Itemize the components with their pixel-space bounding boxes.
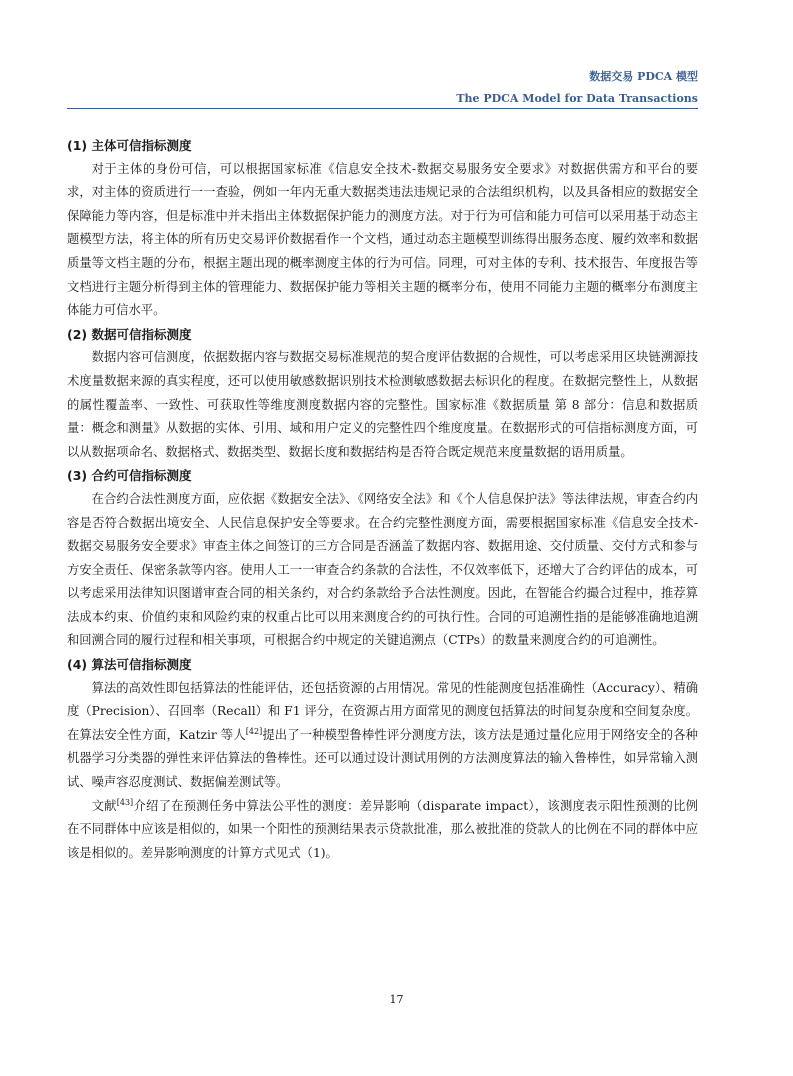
paragraph: 在合约合法性测度方面，应依据《数据安全法》、《网络安全法》和《个人信息保护法》等法律法规，审查合约内容是否符合数据出境安全、人民信息保护安全等要求。在合约完整性测度方面，需要根据国家标准《信息安全技术-数据交易服务安全要求》审查主体之间签订的三方合同是否涵盖了数据内容、数据用途、交付质量、交付方式和参与方安全责任、保密条款等内容。使用人工一一审查合约条款的合法性，不仅效率低下，还增大了合约评估的成本，可以考虑采用法律知识图谱审查合同的相关条约，对合约条款给予合法性测度。因此，在智能合约撮合过程中，推荐算法成本约束、价值约束和风险约束的权重占比可以用来测度合约的可执行性。合同的可追溯性指的是能够准确地追溯和回溯合同的履行过程和相关事项，可根据合约中规定的关键追溯点（CTPs）的数量来测度合约的可追溯性。 xyxy=(67,491,698,648)
section-heading: (4) 算法可信指标测度 xyxy=(67,657,192,673)
section-heading: (1) 主体可信指标测度 xyxy=(67,138,192,153)
main-content xyxy=(67,134,698,865)
page-number: 17 xyxy=(389,993,404,1006)
header-title-cn: 数据交易 PDCA 模型 xyxy=(589,70,698,83)
section-4 xyxy=(67,653,698,865)
citation-marker: [43] xyxy=(116,797,134,807)
paragraph: 文献[43]介绍了在预测任务中算法公平性的测度：差异影响（disparate impact），该测度表示阳性预测的比例在不同群体中应该是相似的，如果一个阳性的预测结果表示贷款批准，那么被批准的贷款人的比例在不同的群体中应该是相似的。差异影响测度的计算方式见式（1)。 xyxy=(67,797,698,860)
paragraph: 对于主体的身份可信，可以根据国家标准《信息安全技术-数据交易服务安全要求》对数据供需方和平台的要求，对主体的资质进行一一查验，例如一年内无重大数据类违法违规记录的合法组织机构，以及具备相应的数据安全保障能力等内容，但是标准中并未指出主体数据保护能力的测度方法。对于行为可信和能力可信可以采用基于动态主题模型方法，将主体的所有历史交易评价数据看作一个文档，通过动态主题模型训练得出服务态度、履约效率和数据质量等文档主题的分布，根据主题出现的概率测度主体的行为可信。同理，可对主体的专利、技术报告、年度报告等文档进行主题分析得到主体的管理能力、数据保护能力等相关主题的概率分布，使用不同能力主题的概率分布测度主体能力可信水平。 xyxy=(67,161,698,318)
citation-marker: [42] xyxy=(245,726,263,736)
header-title-en: The PDCA Model for Data Transactions xyxy=(456,92,698,105)
section-heading: (2) 数据可信指标测度 xyxy=(67,326,192,342)
section-heading: (3) 合约可信指标测度 xyxy=(67,468,192,484)
section-3 xyxy=(67,464,698,653)
section-1 xyxy=(67,134,698,323)
running-header xyxy=(456,70,698,106)
header-divider xyxy=(67,108,698,109)
section-2 xyxy=(67,323,698,465)
paragraph: 算法的高效性即包括算法的性能评估，还包括资源的占用情况。常见的性能测度包括准确性（Accuracy）、精确度（Precision）、召回率（Recall）和 F1 评分，在资源占用方面常见的测度包括算法的时间复杂度和空间复杂度。在算法安全性方面，Katzir 等人[42]提出了一种模型鲁棒性评分测度方法，该方法是通过量化应用于网络安全的各种机器学习分类器的弹性来评估算法的鲁棒性。还可以通过设计测试用例的方法测度算法的输入鲁棒性，如异常输入测试、噪声容忍度测试、数据偏差测试等。 xyxy=(67,680,698,790)
paragraph: 数据内容可信测度，依据数据内容与数据交易标准规范的契合度评估数据的合规性，可以考虑采用区块链溯源技术度量数据来源的真实程度，还可以使用敏感数据识别技术检测敏感数据去标识化的程度。在数据完整性上，从数据的属性覆盖率、一致性、可获取性等维度测度数据内容的完整性。国家标准《数据质量 第 8 部分：信息和数据质量：概念和测量》从数据的实体、引用、域和用户定义的完整性四个维度度量。在数据形式的可信指标测度方面，可以从数据项命名、数据格式、数据类型、数据长度和数据结构是否符合既定规范来度量数据的语用质量。 xyxy=(67,350,698,459)
